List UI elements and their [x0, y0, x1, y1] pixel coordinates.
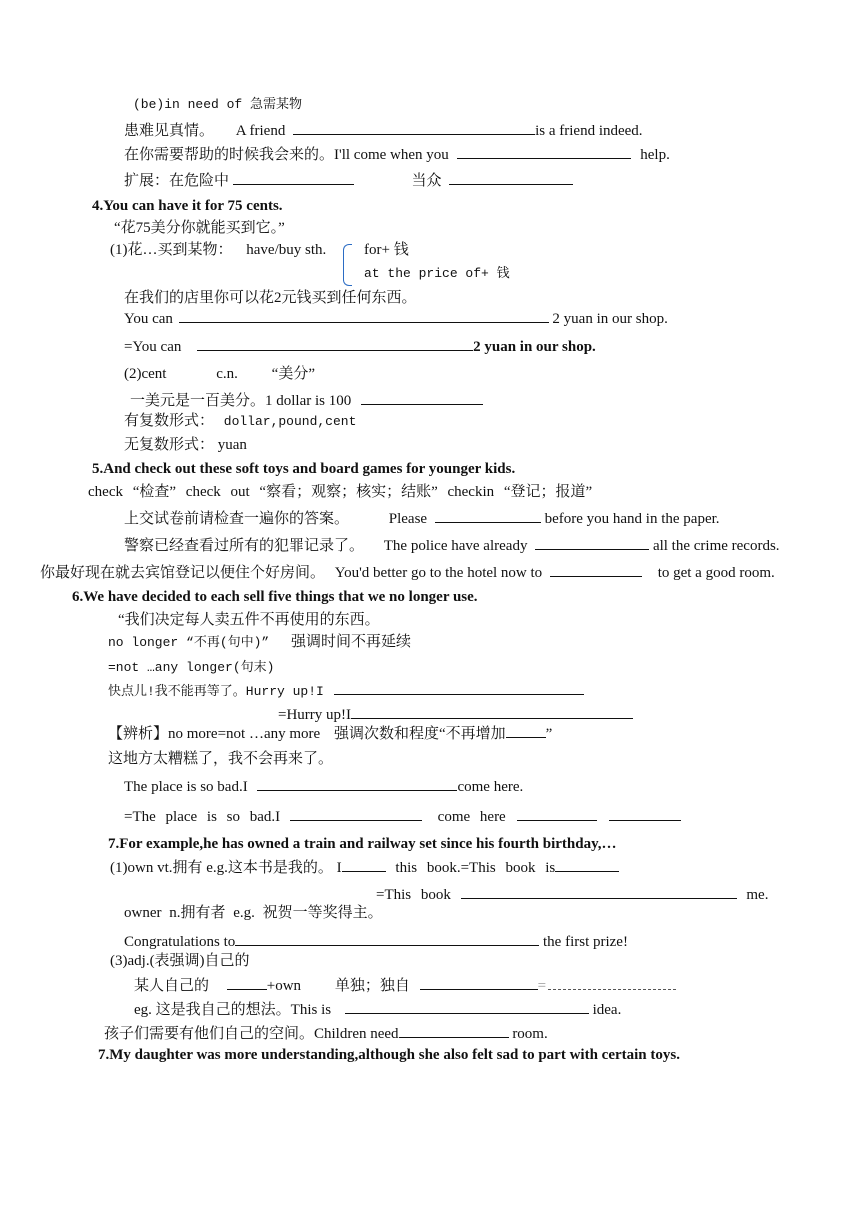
- en-text: =Hurry up!I: [278, 707, 352, 723]
- answer-blank[interactable]: [233, 170, 354, 185]
- exercise-line: [110, 857, 619, 878]
- en-text: help.: [640, 147, 670, 163]
- exercise-line: [124, 931, 628, 952]
- en-text: (2)cent: [124, 366, 167, 382]
- en-text: 【辨析】no more=not …any more: [108, 726, 321, 742]
- en-text: have/buy sth.: [246, 242, 327, 258]
- cn-text: 在我们的店里你可以花2元钱买到任何东西。: [124, 290, 417, 306]
- answer-blank[interactable]: [351, 704, 633, 719]
- cn-text: 无复数形式：: [124, 437, 215, 453]
- answer-blank[interactable]: [399, 1023, 509, 1038]
- exercise-line: [124, 364, 315, 384]
- answer-blank[interactable]: [290, 806, 422, 821]
- cn-text: 扩展：在危险中: [124, 173, 230, 189]
- answer-blank[interactable]: [257, 776, 457, 791]
- en-text: me.: [746, 887, 769, 903]
- cn-text: 患难见真情。: [124, 123, 215, 139]
- answer-blank[interactable]: [461, 884, 737, 899]
- brace-icon: [343, 244, 352, 286]
- en-text: The place is so bad.I: [124, 779, 248, 795]
- answer-blank[interactable]: [235, 931, 539, 946]
- exercise-line: [278, 704, 633, 725]
- exercise-line: [134, 999, 621, 1020]
- answer-blank[interactable]: [179, 308, 549, 323]
- cn-text: (1)own vt.拥有 e.g.这本书是我的。 I: [110, 860, 342, 876]
- answer-blank[interactable]: [361, 390, 483, 405]
- vocab-line: check “检查” check out “察看；观察；核实；结账” checkin “登记；报道”: [88, 484, 593, 500]
- exercise-line: [108, 680, 584, 702]
- cn-text: 一美元是一百美分。1 dollar is 100: [130, 393, 352, 409]
- exercise-line: [124, 508, 720, 529]
- cn-text: 单独；独自: [334, 978, 410, 994]
- option-text: for+ 钱: [364, 242, 409, 258]
- cn-text: 当众: [411, 173, 442, 189]
- answer-blank[interactable]: [293, 120, 535, 135]
- en-text: =: [537, 978, 547, 994]
- en-text: come here.: [457, 779, 524, 795]
- cn-text: (3)adj.(表强调)自己的: [110, 953, 250, 969]
- en-text: c.n.: [216, 366, 238, 382]
- answer-blank[interactable]: [457, 144, 631, 159]
- cn-text: 警察已经查看过所有的犯罪记录了。: [124, 538, 365, 554]
- exercise-line: [40, 562, 775, 583]
- cn-text: 你最好现在就去宾馆登记以便住个好房间。: [40, 565, 326, 581]
- exercise-line: [124, 411, 356, 432]
- cn-text: (1)花…买到某物：: [110, 242, 233, 258]
- exercise-line: [124, 336, 596, 357]
- phrase-in-need-of: (be)in need of 急需某物: [133, 97, 303, 112]
- en-text: yuan: [217, 437, 247, 453]
- cn-text: 有复数形式：: [124, 413, 215, 429]
- cn-text: ”: [545, 726, 553, 742]
- exercise-line: [124, 535, 780, 556]
- en-text: idea.: [592, 1002, 622, 1018]
- en-text: Congratulations to: [124, 934, 236, 950]
- answer-blank[interactable]: [435, 508, 541, 523]
- en-text: =not …any longer(句末): [108, 660, 275, 675]
- answer-blank[interactable]: [227, 975, 267, 990]
- en-text: dollar,pound,cent: [223, 414, 357, 429]
- exercise-line: [124, 170, 573, 191]
- en-text: 快点儿!我不能再等了。Hurry up!I: [108, 684, 324, 699]
- exercise-line: [108, 723, 552, 744]
- section-title: 6.We have decided to each sell five things that we no longer use.: [72, 589, 478, 605]
- exercise-line: [124, 776, 523, 797]
- en-text: You can: [124, 311, 173, 327]
- en-text: this book.=This book is: [395, 860, 556, 876]
- cn-text: 这地方太糟糕了，我不会再来了。: [108, 751, 334, 767]
- en-text: =This book: [376, 887, 451, 903]
- answer-blank[interactable]: [342, 857, 386, 872]
- answer-blank[interactable]: [449, 170, 573, 185]
- cn-text: owner n.拥有者 e.g. 祝贺一等奖得主。: [124, 905, 383, 921]
- section-title: 5.And check out these soft toys and board games for younger kids.: [92, 461, 516, 477]
- en-text: is a friend indeed.: [535, 123, 643, 139]
- exercise-line: [130, 390, 483, 411]
- cn-text: 强调时间不再延续: [290, 634, 411, 650]
- en-text: You'd better go to the hotel now to: [334, 565, 543, 581]
- answer-blank[interactable]: [345, 999, 589, 1014]
- exercise-line: [124, 144, 670, 165]
- cn-text: 上交试卷前请检查一遍你的答案。: [124, 511, 350, 527]
- cn-text: “美分”: [271, 366, 315, 382]
- answer-blank[interactable]: [517, 806, 597, 821]
- answer-blank[interactable]: [334, 680, 584, 695]
- en-text: Please: [388, 511, 428, 527]
- cn-translation: “花75美分你就能买到它。”: [114, 220, 285, 236]
- answer-blank[interactable]: [535, 535, 649, 550]
- en-text: =The place is so bad.I: [124, 809, 281, 825]
- en-text: room.: [512, 1026, 548, 1042]
- cn-text: 孩子们需要有他们自己的空间。Children need: [104, 1026, 399, 1042]
- en-text: The police have already: [383, 538, 528, 554]
- cn-text: 强调次数和程度“不再增加: [333, 726, 506, 742]
- cn-text: 在你需要帮助的时候我会来的。I'll come when you: [124, 147, 449, 163]
- exercise-line: [124, 120, 643, 141]
- en-text: before you hand in the paper.: [544, 511, 720, 527]
- answer-blank[interactable]: [609, 806, 681, 821]
- exercise-line: [108, 632, 411, 653]
- en-text: all the crime records.: [652, 538, 780, 554]
- cn-text: 某人自己的: [134, 978, 210, 994]
- section-title: 7.My daughter was more understanding,although she also felt sad to part with certain toys.: [98, 1047, 680, 1063]
- answer-blank[interactable]: [548, 977, 676, 990]
- answer-blank[interactable]: [555, 857, 619, 872]
- en-text: A friend: [235, 123, 286, 139]
- cn-text: eg. 这是我自己的想法。This is: [134, 1002, 332, 1018]
- answer-blank[interactable]: [550, 562, 642, 577]
- section-title: 4.You can have it for 75 cents.: [92, 198, 283, 214]
- exercise-line: [110, 240, 326, 260]
- exercise-line: [376, 884, 768, 905]
- exercise-line: [124, 806, 681, 827]
- answer-blank[interactable]: [197, 336, 473, 351]
- en-text: no longer “不再(句中)”: [108, 635, 270, 650]
- exercise-line: [134, 975, 676, 996]
- exercise-line: [124, 308, 668, 329]
- en-text: come here: [437, 809, 506, 825]
- en-text: +own: [266, 978, 302, 994]
- en-text: to get a good room.: [657, 565, 775, 581]
- en-text: the first prize!: [543, 934, 628, 950]
- en-text: 2 yuan in our shop.: [552, 311, 668, 327]
- exercise-line: [124, 435, 247, 455]
- section-title: 7.For example,he has owned a train and railway set since his fourth birthday,…: [108, 836, 617, 852]
- exercise-line: [104, 1023, 548, 1044]
- cn-translation: “我们决定每人卖五件不再使用的东西。: [118, 612, 380, 628]
- en-text: =You can: [124, 339, 182, 355]
- answer-blank[interactable]: [506, 723, 546, 738]
- option-text: at the price of+ 钱: [364, 266, 510, 281]
- en-text: 2 yuan in our shop.: [473, 339, 596, 355]
- answer-blank[interactable]: [420, 975, 538, 990]
